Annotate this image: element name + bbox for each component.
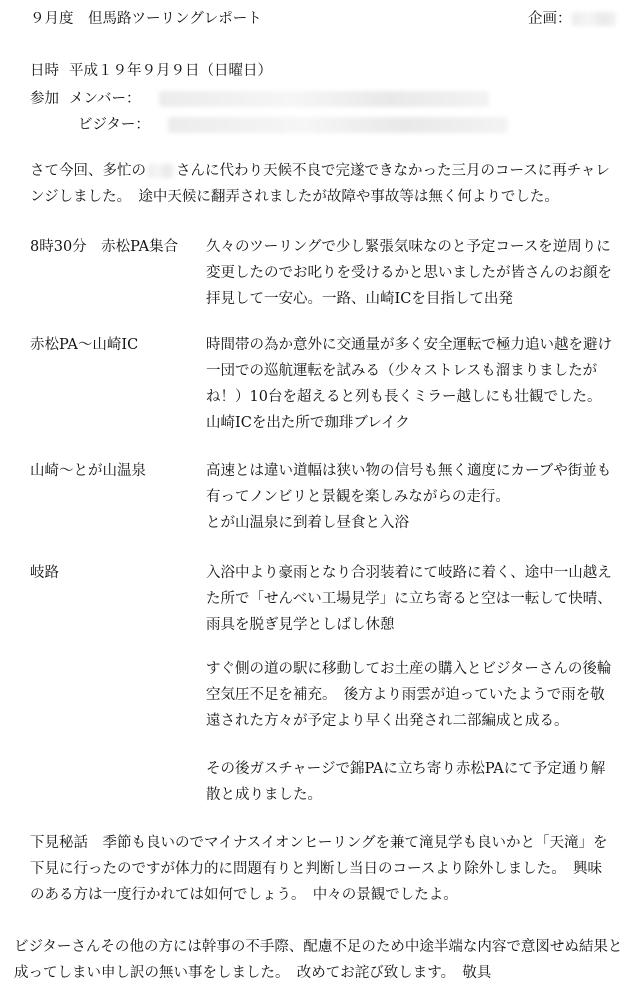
section-text-return: 入浴中より豪雨となり合羽装着にて岐路に着く、途中一山越え た所で「せんべい工場見学」に立ち寄ると空は一転して快晴、 雨具を脱ぎ見学としばし休憩 (206, 565, 612, 633)
participants-row (30, 86, 489, 112)
members-list-redacted (159, 91, 489, 107)
section-label-togayama: 山崎～とが山温泉 (30, 463, 146, 479)
section-label-return: 岐路 (30, 565, 59, 581)
intro-paragraph (30, 158, 610, 210)
report-title: ９月度 但馬路ツーリングレポート (30, 11, 262, 27)
organizer-label: 企画： (528, 11, 572, 27)
date-row (30, 58, 272, 84)
visitors-label: ビジター： (78, 117, 150, 133)
visitors-list-redacted (168, 117, 508, 133)
date-value: 平成１９年９月９日（日曜日） (69, 63, 272, 79)
date-label: 日時 (30, 63, 59, 79)
return-paragraph-3: その後ガスチャージで錦PAに立ち寄り赤松PAにて予定通り解 散と成りました。 (206, 761, 606, 803)
intro-line-1: さて今回、多忙の さんに代わり天候不良で完遂できなかった三月のコースに再チャレ (30, 163, 610, 179)
section-text-yamasaki: 時間帯の為か意外に交通量が多く安全運転で極力追い越を避け 一団での巡航運転を試みる（少々ストレスも溜まりましたが ね！）10台を超えると列も長くミラー越しにも壮観でした。 山崎ICを出た所で珈琲ブレイク (206, 337, 612, 431)
secret-story-paragraph: 下見秘話 季節も良いのでマイナスイオンヒーリングを兼て滝見学も良いかと「天滝」を 下見に行ったのですが体力的に問題有りと判断し当日のコースより除外しました。 興味 のある方は一度行かれては如何でしょう。 中々の景観でしたよ。 (30, 835, 608, 903)
section-text-akamatsu: 久々のツーリングで少し緊張気味なのと予定コースを逆周りに 変更したのでお叱りを受けるかと思いましたが皆さんのお顔を 拝見して一安心。一路、山崎ICを目指して出発 (206, 239, 612, 307)
members-label: メンバー： (69, 91, 141, 107)
organizer-name-redacted (572, 12, 616, 26)
closing-paragraph: ビジターさんその他の方には幹事の不手際、配慮不足のため中途半端な内容で意図せぬ結果と 成ってしまい申し訳の無い事をしました。 改めてお詫び致します。 敬具 (14, 939, 623, 981)
return-paragraph-2: すぐ側の道の駅に移動してお土産の購入とビジターさんの後輪 空気圧不足を補充。 後方より雨雲が迫っていたようで雨を敬 遠された方々が予定より早く出発され二部編成と成る。 (206, 661, 612, 729)
person-name-redacted (148, 164, 174, 178)
visitors-row (78, 112, 508, 138)
section-text-togayama: 高速とは違い道幅は狭い物の信号も無く適度にカーブや街並も 有ってノンビリと景観を楽しみながらの走行。 とが山温泉に到着し昼食と入浴 (206, 463, 612, 531)
organizer-field (528, 6, 616, 32)
section-label-yamasaki: 赤松PA～山崎IC (30, 337, 139, 353)
intro-line-2: ンジしました。 途中天候に翻弄されましたが故障や事故等は無く何よりでした。 (30, 189, 559, 205)
section-label-akamatsu: 8時30分 赤松PA集合 (30, 239, 179, 255)
participants-label: 参加 (30, 91, 59, 107)
